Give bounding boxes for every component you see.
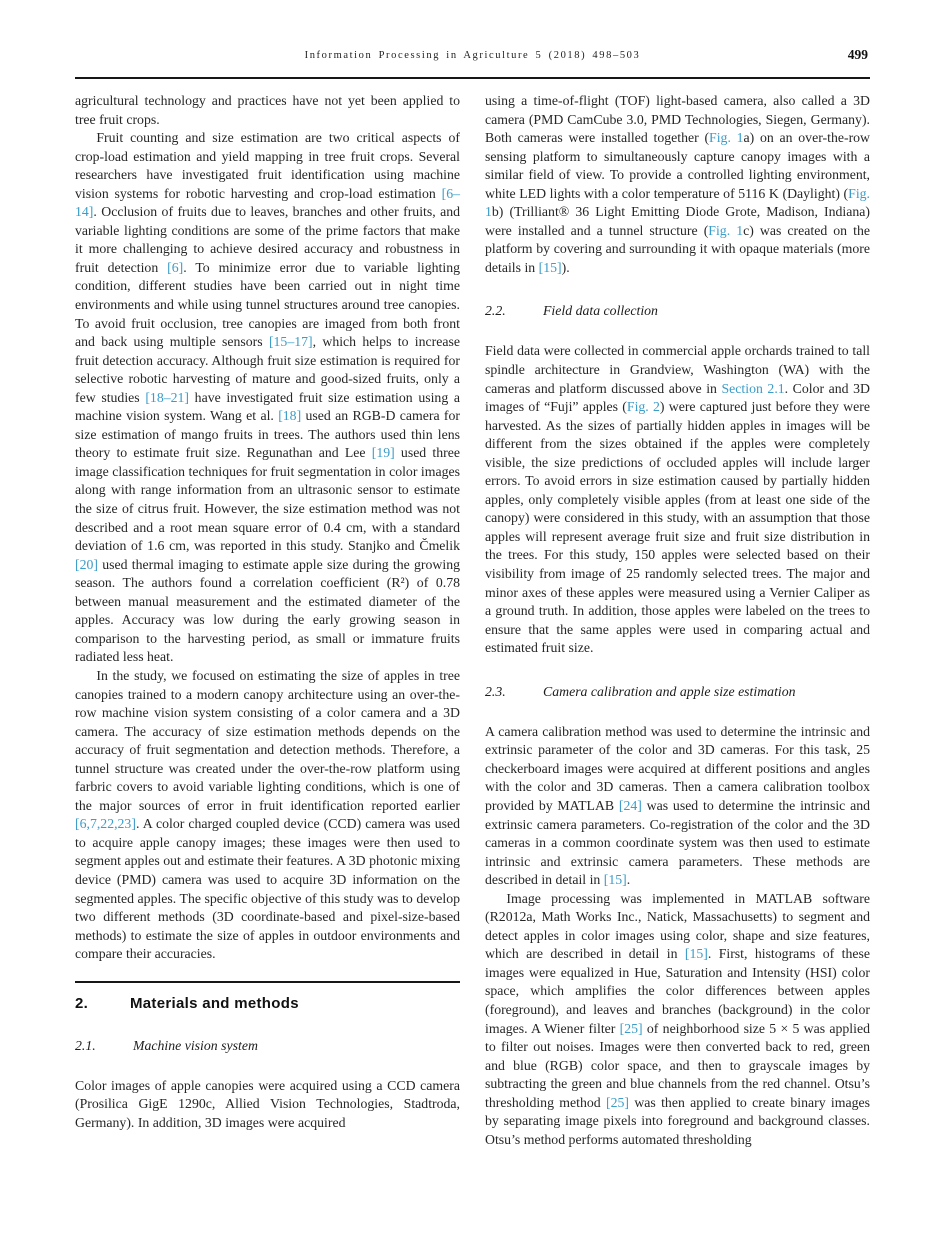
paragraph [485, 342, 870, 657]
body-text: used an RGB-D camera for size estimation of mango fruits in trees. The authors used thin lens theory to estimate fruit size. Regunathan and Lee [75, 408, 460, 461]
citation-link[interactable]: Fig. 1 [709, 130, 744, 146]
body-text: . Color and 3D images of “Fuji” apples ( [485, 380, 870, 415]
section-heading [75, 995, 460, 1012]
subsection-heading [485, 684, 870, 700]
left-column [75, 92, 460, 1149]
body-text: of neighborhood size 5 × 5 was applied to filter out noises. Images were then converted back to red, green and blue (RGB) color space, and then to grayscale images by subtracting the green and blue channels from the red channel. Otsu’s thresholding method [485, 1020, 870, 1110]
paragraph [75, 667, 460, 964]
citation-link[interactable]: [18] [278, 408, 302, 424]
header-rule [75, 77, 870, 79]
body-text: In the study, we focused on estimating the size of apples in tree canopies trained to a modern canopy architecture using an over-the-row machine vision system consisting of a color camera and a 3D camera. The accuracy of size estimation methods depends on the accuracy of fruit segmentation and detection methods. Therefore, a tunnel structure was created under the over-the-row platform using farbric covers to avoid variable lighting conditions, which is one of the major sources of error in fruit identification reported earlier [75, 667, 460, 813]
section-number: 2. [75, 994, 89, 1012]
citation-link[interactable]: [6–14] [75, 185, 460, 220]
body-text: was used to determine the intrinsic and extrinsic camera parameters. Co-registration of the color and the 3D cameras in a common coordinate system was then used to estimate intrinsic and extrinsic camera parameters. These methods are described in detail in [485, 797, 870, 888]
body-text: Color images of apple canopies were acquired using a CCD camera (Prosilica GigE 1290c, Allied Vision Technologies, Stadtroda, Germany). In addition, 3D images were acquired [75, 1077, 460, 1130]
citation-link[interactable]: [25] [606, 1094, 629, 1110]
section-title: Materials and methods [130, 994, 299, 1012]
body-text: using a time-of-flight (TOF) light-based camera, also called a 3D camera (PMD CamCube 3.0, PMD Technologies, Siegen, Germany). Both cameras were installed together ( [485, 93, 870, 146]
citation-link[interactable]: [15] [684, 946, 708, 962]
subsection-heading [485, 303, 870, 319]
page-header [75, 0, 870, 79]
subsection-title: Machine vision system [133, 1037, 258, 1053]
body-text: was then applied to create binary images by separating image pixels into foreground and background classes. Otsu’s method performs automated thresholding [485, 1094, 870, 1147]
citation-link[interactable]: [6,7,22,23] [75, 816, 136, 832]
subsection-title: Camera calibration and apple size estimation [543, 683, 796, 699]
citation-link[interactable]: [25] [619, 1020, 643, 1036]
citation-link[interactable]: [24] [618, 797, 642, 813]
body-text: used three image classification techniques for fruit segmentation in color images along with range information from an ultrasonic sensor to estimate the size of citrus fruit. However, the size estimation method was not described and a root mean square error of 0.4 cm, with a standard deviation of 1.6 cm, was reported in this study. Stanjko and Čmelik [75, 445, 460, 554]
paragraph [485, 92, 870, 277]
body-text: agricultural technology and practices have not yet been applied to tree fruit crops. [75, 93, 460, 127]
body-text: . Occlusion of fruits due to leaves, branches and other fruits, and variable lighting conditions are some of the prime factors that make it more challenging to achieve desired accuracy and robustness in fruit detection [75, 204, 460, 275]
subsection-number: 2.2. [485, 303, 506, 319]
citation-link[interactable]: [20] [75, 556, 98, 572]
journal-title: Information Processing in Agriculture 5 (2018) 498–503 [304, 50, 641, 61]
body-text: Image processing was implemented in MATLAB software (R2012a, Math Works Inc., Natick, Massachusetts) to segment and detect apples in color images using color, shape and size features, which are described in detail in [485, 890, 870, 962]
body-text: ). [561, 259, 570, 275]
body-text: Fruit counting and size estimation are two critical aspects of crop-load estimation and yield mapping in tree fruit crops. Several researchers have investigated fruit identification using machine vision systems for robotic harvesting and crop-load estimation [75, 130, 460, 201]
paragraph [75, 129, 460, 667]
subsection-number: 2.3. [485, 683, 506, 699]
body-text: . [626, 872, 631, 888]
section-heading-block [75, 981, 460, 1012]
body-text: a) on an over-the-row sensing platform to simultaneously capture canopy images with a similar field of view. To provide a controlled lighting environment, white LED lights with a color temperature of 5116 K (Daylight) ( [485, 130, 871, 201]
subsection-title: Field data collection [543, 303, 658, 319]
body-text: c) was created on the platform by covering and surrounding it with opaque materials (more details in [485, 222, 870, 275]
body-text: Field data were collected in commercial apple orchards trained to tall spindle architecture in Grandview, Washington (WA) with the cameras and platform discussed above in [485, 343, 870, 396]
body-text: . A color charged coupled device (CCD) camera was used to acquire apple canopy images; these images were then used to segment apples out and estimate their features. A 3D photonic mixing device (PMD) camera was used to acquire 3D information on the segmented apples. The specific objective of this study was to develop two different methods (3D coordinate-based and pixel-size-based methods) to estimate the size of apples in outdoor environments and compare their accuracies. [75, 816, 460, 962]
citation-link[interactable]: [15–17] [268, 334, 313, 350]
paragraph [75, 1077, 460, 1133]
body-text: , which helps to increase fruit detection accuracy. Although fruit size estimation is required for selective robotic harvesting of mature and good-sized fruits, only a few studies [75, 334, 461, 405]
paragraph [485, 890, 870, 1150]
citation-link[interactable]: Fig. 1 [485, 185, 870, 220]
subsection-number: 2.1. [75, 1037, 96, 1053]
citation-link[interactable]: Section 2.1 [721, 380, 785, 396]
citation-link[interactable]: [19] [371, 445, 395, 461]
citation-link[interactable]: [15] [538, 259, 562, 275]
paragraph [75, 92, 460, 129]
right-column [485, 92, 870, 1149]
body-text: . To minimize error due to variable lighting condition, different studies have been carried out in night time environments and while using tunnel structures around tree canopies. To avoid fruit occlusion, tree canopies are imaged from both front and back using multiple sensors [75, 259, 460, 350]
body-text: b) (Trilliant® 36 Light Emitting Diode Grote, Madison, Indiana) were installed and a tunnel structure ( [485, 204, 870, 238]
body-text: ) were captured just before they were harvested. As the sizes of partially hidden apples in images will be different from the sizes obtained if the apples were completely visible, the size predictions of occluded apples will include larger errors. To avoid errors in size estimation caused by partially hidden apples, only completely visible apples (from at least one side of the canopy) were considered in this study, with an assumption that those apples will represent average fruit size and fruit size distribution in the trees. For this study, 150 apples were selected based on their visibility from image of 25 randomly selected trees. The major and minor axes of these apples were measured using a Vernier Caliper as a ground truth. In addition, those apples were labeled on the trees to ensure that the same apples were used in comparing actual and estimated fruit size. [485, 399, 870, 656]
citation-link[interactable]: Fig. 1 [708, 222, 744, 238]
body-text: used thermal imaging to estimate apple size during the growing season. The authors found a correlation coefficient (R²) of 0.78 between manual measurement and the estimated diameter of the apples. Accuracy was low during the early growing season in comparison to the harvesting period, as small or immature fruits radiated less heat. [75, 556, 460, 665]
citation-link[interactable]: [6] [167, 259, 184, 275]
page-number: 499 [847, 47, 868, 62]
citation-link[interactable]: Fig. 2 [626, 399, 660, 415]
citation-link[interactable]: [15] [603, 872, 627, 888]
article-body [75, 92, 870, 1149]
body-text: have investigated fruit size estimation using a machine vision system. Wang et al. [75, 389, 461, 424]
paragraph [485, 723, 870, 890]
subsection-heading [75, 1038, 460, 1054]
section-divider [75, 981, 460, 983]
body-text: A camera calibration method was used to determine the intrinsic and extrinsic parameter of the color and 3D cameras. For this task, 25 checkerboard images were acquired at different positions and angles with the color and 3D cameras. Then a camera calibration toolbox provided by MATLAB [485, 723, 870, 813]
citation-link[interactable]: [18–21] [145, 389, 190, 405]
body-text: . First, histograms of these images were equalized in Hue, Saturation and Intensity (HSI) color space, which amplifies the color differences between apples (foreground), and leaves and branches (background) in the color images. A Wiener filter [485, 946, 870, 1036]
